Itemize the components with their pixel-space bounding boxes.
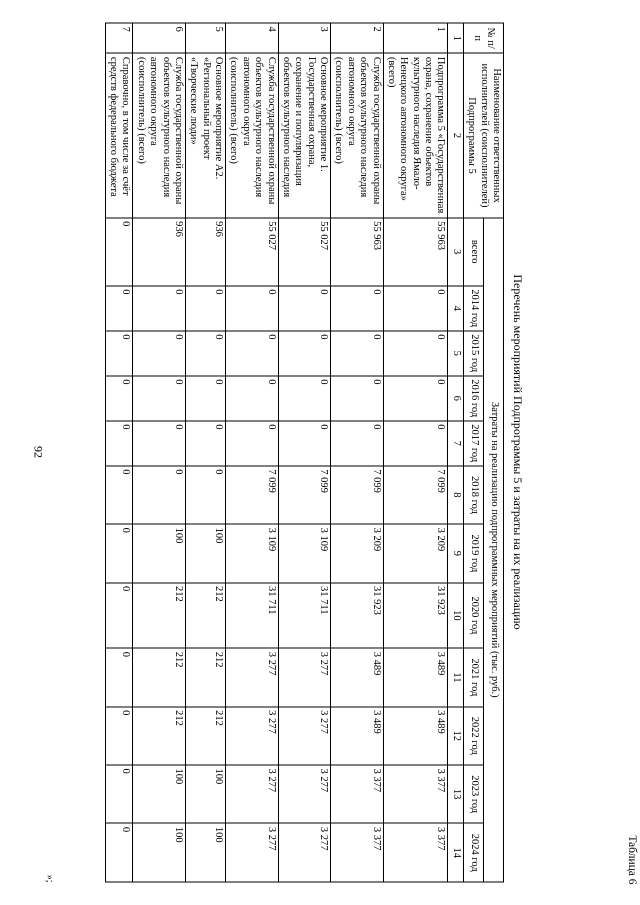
row-year-value: 100 xyxy=(186,765,226,823)
row-year-value: 0 xyxy=(186,286,226,331)
row-year-value: 0 xyxy=(186,421,226,466)
row-year-value: 0 xyxy=(105,707,133,765)
column-number: 1 xyxy=(448,23,463,53)
row-year-value: 100 xyxy=(133,823,186,882)
row-year-value: 0 xyxy=(383,376,448,421)
row-year-value: 0 xyxy=(383,331,448,376)
row-year-value: 212 xyxy=(186,583,226,649)
row-year-value: 0 xyxy=(278,286,331,331)
row-year-value: 7 099 xyxy=(331,466,384,524)
column-number: 11 xyxy=(448,648,463,706)
row-number: 6 xyxy=(133,23,186,53)
row-year-value: 0 xyxy=(226,376,279,421)
row-year-value: 3 277 xyxy=(226,765,279,823)
table-row xyxy=(278,23,331,882)
row-year-value: 0 xyxy=(105,583,133,649)
row-year-value: 3 489 xyxy=(383,707,448,765)
column-number: 3 xyxy=(448,218,463,286)
row-year-value: 3 109 xyxy=(278,524,331,582)
row-name: Подпрограмма 5 «Государственная охрана, сохранение объектов культурного наследия Ямало-Ненецкого автономного округа» (всего) xyxy=(383,53,448,217)
column-number: 14 xyxy=(448,823,463,882)
row-year-value: 3 277 xyxy=(278,707,331,765)
row-year-value: 0 xyxy=(331,421,384,466)
row-name: Служба государственной охраны объектов культурного наследия автономного округа (соисполнитель) (всего) xyxy=(331,53,384,217)
row-year-value: 0 xyxy=(133,421,186,466)
row-year-value: 0 xyxy=(186,466,226,524)
column-number: 12 xyxy=(448,707,463,765)
row-year-value: 100 xyxy=(186,524,226,582)
header-year: 2019 год xyxy=(463,524,483,582)
column-number: 8 xyxy=(448,466,463,524)
row-year-value: 0 xyxy=(331,286,384,331)
column-number: 5 xyxy=(448,331,463,376)
header-year: 2016 год xyxy=(463,376,483,421)
row-total: 55 027 xyxy=(278,218,331,286)
closing-quote-mark: »; xyxy=(44,874,55,883)
row-year-value: 0 xyxy=(105,331,133,376)
column-number: 10 xyxy=(448,583,463,649)
table-row xyxy=(383,23,448,882)
header-num: № п/п xyxy=(463,23,503,53)
row-year-value: 212 xyxy=(186,648,226,706)
row-year-value: 0 xyxy=(226,421,279,466)
table-row xyxy=(105,23,133,882)
header-costs: Затраты на реализацию подпрограммных мероприятий (тыс. руб.) xyxy=(483,218,503,882)
row-number: 5 xyxy=(186,23,226,53)
table-caption: Перечень мероприятий Подпрограммы 5 и затраты на их реализацию xyxy=(511,274,525,630)
row-name: Справочно, в том числе за счёт средств федерального бюджета xyxy=(105,53,133,217)
row-year-value: 3 277 xyxy=(278,765,331,823)
header-year: 2021 год xyxy=(463,648,483,706)
row-year-value: 3 377 xyxy=(331,765,384,823)
row-year-value: 7 099 xyxy=(226,466,279,524)
row-year-value: 0 xyxy=(278,376,331,421)
row-year-value: 212 xyxy=(133,707,186,765)
row-total: 0 xyxy=(105,218,133,286)
row-year-value: 3 277 xyxy=(226,707,279,765)
row-year-value: 0 xyxy=(105,524,133,582)
row-year-value: 0 xyxy=(186,331,226,376)
row-year-value: 212 xyxy=(133,648,186,706)
costs-table xyxy=(105,23,504,883)
row-name: Основное мероприятие А2. «Региональный проект «Творческие люди» xyxy=(186,53,226,217)
header-year: 2018 год xyxy=(463,466,483,524)
header-year: 2015 год xyxy=(463,331,483,376)
row-year-value: 0 xyxy=(133,376,186,421)
header-year: 2022 год xyxy=(463,707,483,765)
row-year-value: 0 xyxy=(226,331,279,376)
header-year: 2024 год xyxy=(463,823,483,882)
column-numbers-row xyxy=(448,23,463,882)
row-name: Основное мероприятие 1. Государственная охрана, сохранение и популяризация объектов культурного наследия xyxy=(278,53,331,217)
row-total: 55 027 xyxy=(226,218,279,286)
row-year-value: 0 xyxy=(383,421,448,466)
row-year-value: 100 xyxy=(186,823,226,882)
row-year-value: 31 923 xyxy=(331,583,384,649)
row-year-value: 100 xyxy=(133,524,186,582)
row-year-value: 3 377 xyxy=(383,765,448,823)
row-year-value: 0 xyxy=(331,331,384,376)
row-number: 2 xyxy=(331,23,384,53)
row-year-value: 212 xyxy=(186,707,226,765)
row-total: 936 xyxy=(133,218,186,286)
row-year-value: 0 xyxy=(105,466,133,524)
row-year-value: 0 xyxy=(133,331,186,376)
table-row xyxy=(133,23,186,882)
row-year-value: 3 209 xyxy=(383,524,448,582)
row-year-value: 3 277 xyxy=(278,648,331,706)
row-year-value: 3 277 xyxy=(226,648,279,706)
row-year-value: 3 489 xyxy=(383,648,448,706)
row-number: 1 xyxy=(383,23,448,53)
row-year-value: 7 099 xyxy=(278,466,331,524)
row-year-value: 0 xyxy=(278,421,331,466)
header-year: 2014 год xyxy=(463,286,483,331)
row-year-value: 0 xyxy=(331,376,384,421)
header-row-1 xyxy=(483,23,503,882)
row-year-value: 7 099 xyxy=(383,466,448,524)
table-row xyxy=(331,23,384,882)
row-year-value: 3 209 xyxy=(331,524,384,582)
row-year-value: 0 xyxy=(105,286,133,331)
row-total: 55 963 xyxy=(331,218,384,286)
row-year-value: 0 xyxy=(105,421,133,466)
row-year-value: 0 xyxy=(383,286,448,331)
row-year-value: 3 489 xyxy=(331,707,384,765)
row-year-value: 3 277 xyxy=(278,823,331,882)
column-number: 7 xyxy=(448,421,463,466)
table-label: Таблица 6 xyxy=(626,835,638,885)
row-year-value: 3 377 xyxy=(331,823,384,882)
row-year-value: 0 xyxy=(105,823,133,882)
column-number: 9 xyxy=(448,524,463,582)
column-number: 13 xyxy=(448,765,463,823)
row-year-value: 0 xyxy=(226,286,279,331)
row-year-value: 0 xyxy=(105,376,133,421)
row-year-value: 3 277 xyxy=(226,823,279,882)
row-total: 55 963 xyxy=(383,218,448,286)
row-year-value: 0 xyxy=(105,648,133,706)
row-year-value: 0 xyxy=(133,286,186,331)
row-year-value: 31 711 xyxy=(226,583,279,649)
header-year: 2023 год xyxy=(463,765,483,823)
row-number: 7 xyxy=(105,23,133,53)
column-number: 4 xyxy=(448,286,463,331)
row-year-value: 0 xyxy=(133,466,186,524)
table-row xyxy=(226,23,279,882)
row-name: Служба государственной охраны объектов культурного наследия автономного округа (соисполнитель) (всего) xyxy=(133,53,186,217)
row-name: Служба государственной охраны объектов культурного наследия автономного округа (соисполнитель) (всего) xyxy=(226,53,279,217)
row-year-value: 3 377 xyxy=(383,823,448,882)
row-year-value: 31 923 xyxy=(383,583,448,649)
row-total: 936 xyxy=(186,218,226,286)
row-year-value: 3 489 xyxy=(331,648,384,706)
row-year-value: 100 xyxy=(133,765,186,823)
table-row xyxy=(186,23,226,882)
row-number: 4 xyxy=(226,23,279,53)
row-year-value: 3 109 xyxy=(226,524,279,582)
row-year-value: 0 xyxy=(278,331,331,376)
row-number: 3 xyxy=(278,23,331,53)
column-number: 6 xyxy=(448,376,463,421)
page-number: 92 xyxy=(31,446,46,458)
row-year-value: 0 xyxy=(105,765,133,823)
header-total: всего xyxy=(463,218,483,286)
row-year-value: 0 xyxy=(186,376,226,421)
row-year-value: 31 711 xyxy=(278,583,331,649)
header-name: Наименование ответственных исполнителей (соисполнителей) Подпрограммы 5 xyxy=(463,53,503,217)
header-year: 2017 год xyxy=(463,421,483,466)
row-year-value: 212 xyxy=(133,583,186,649)
header-year: 2020 год xyxy=(463,583,483,649)
column-number: 2 xyxy=(448,53,463,217)
